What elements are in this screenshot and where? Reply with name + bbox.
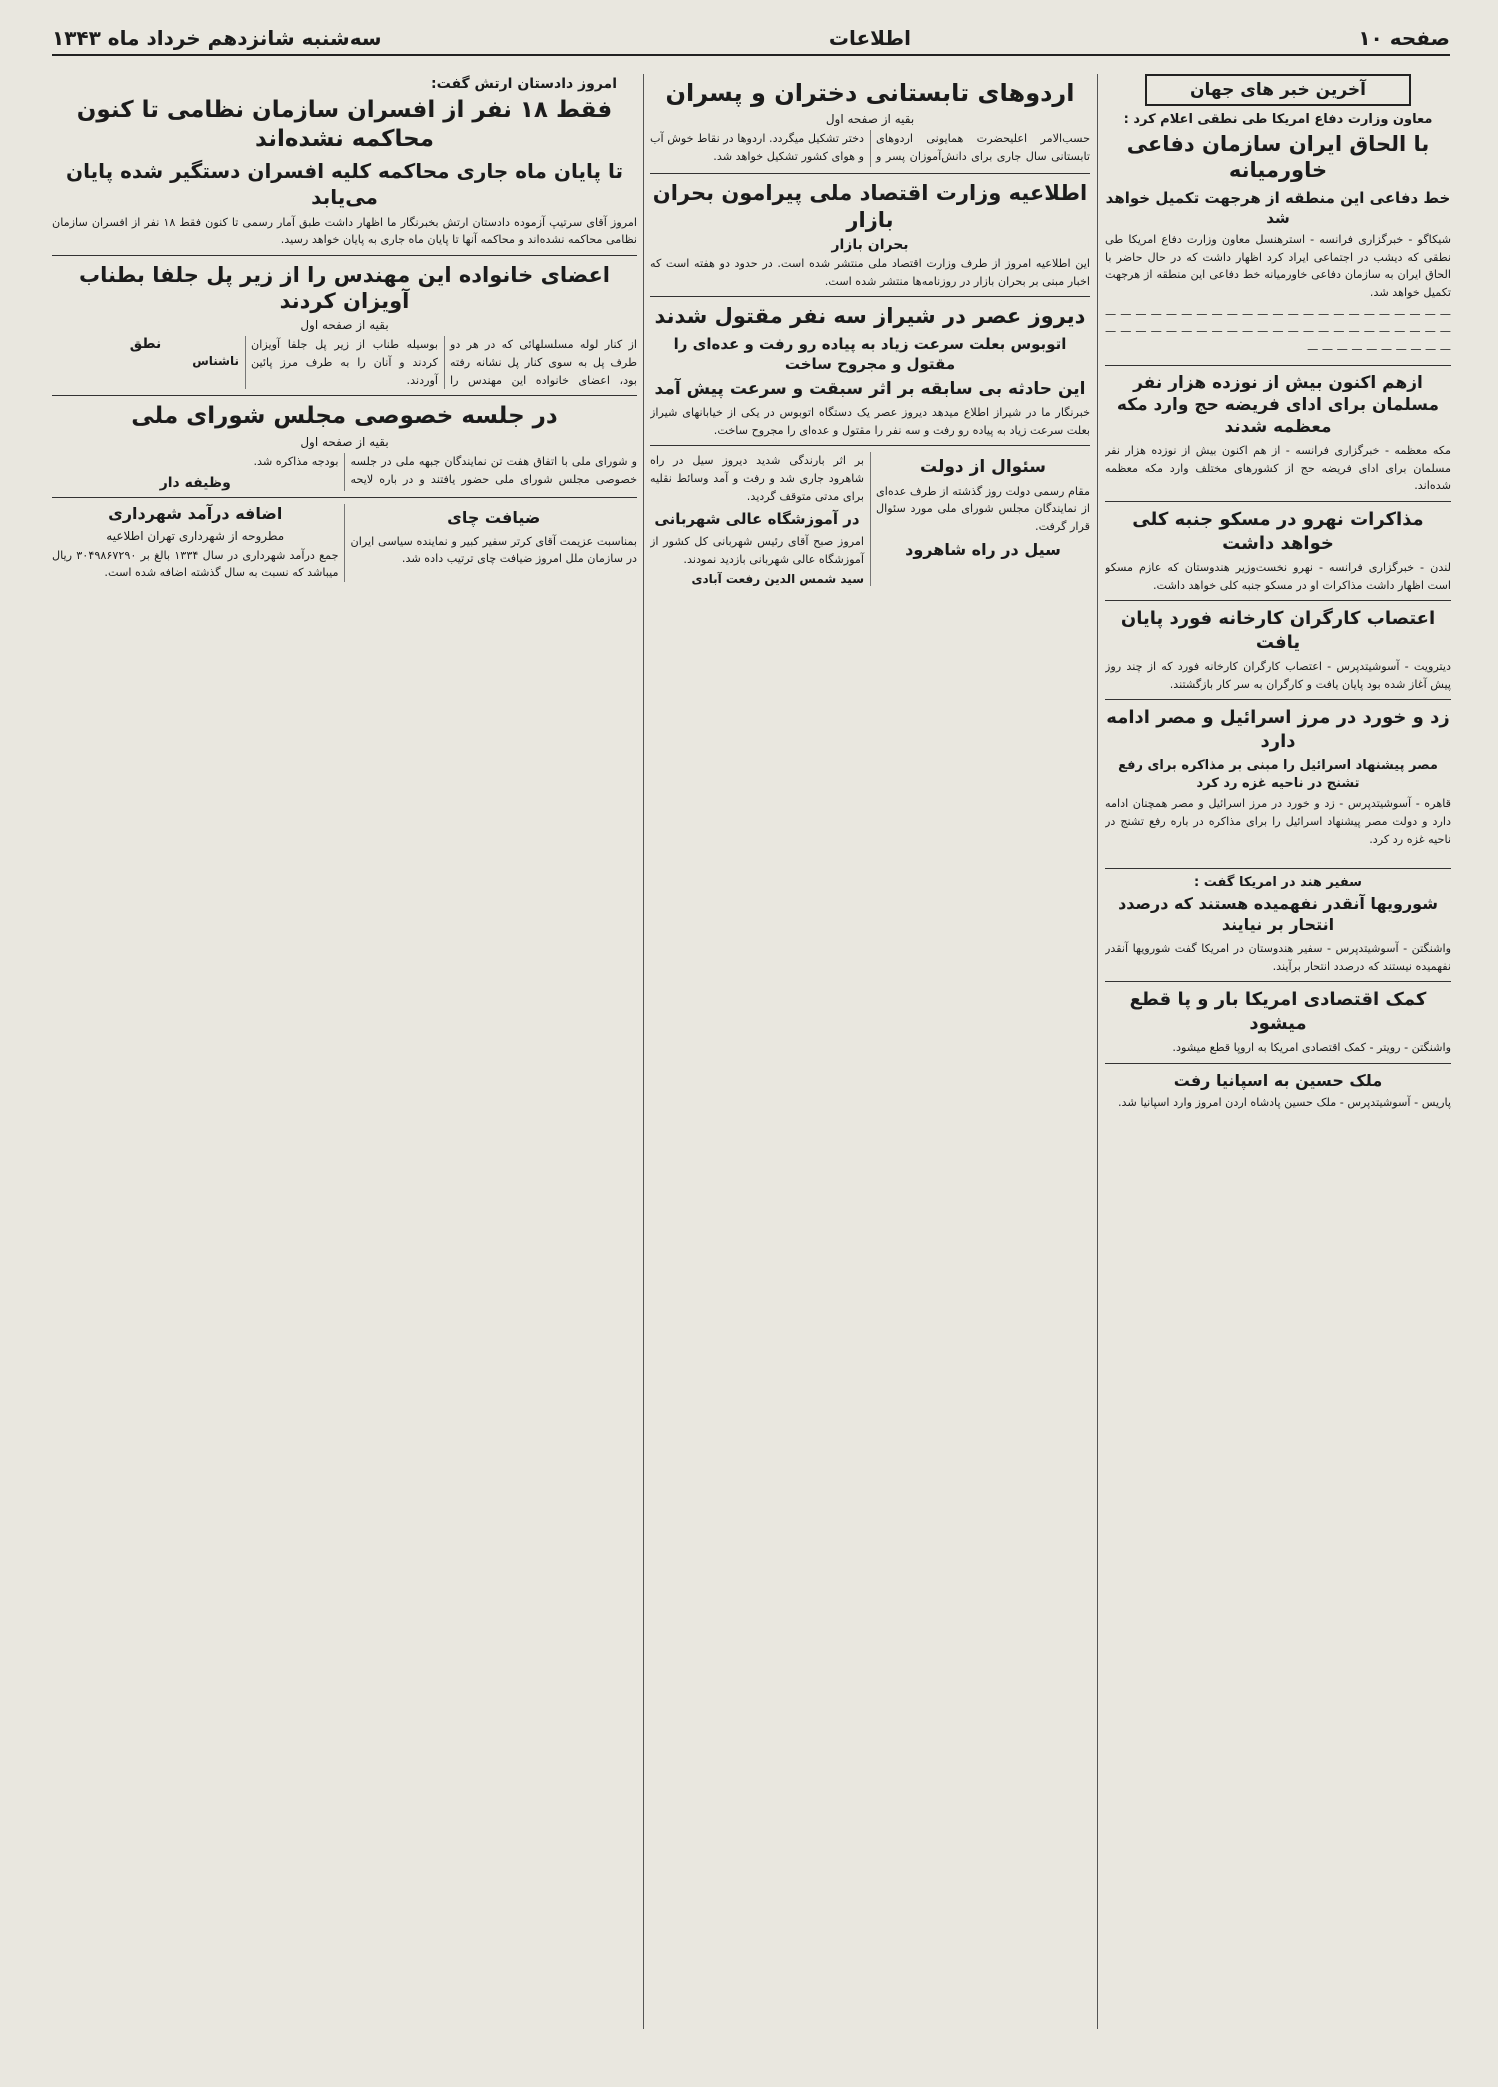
paper-name: اطلاعات [828,26,911,50]
divider [52,395,637,396]
divider [1105,600,1451,601]
article-kicker: معاون وزارت دفاع امریکا طی نطقی اعلام کرد : [1123,112,1433,127]
article-body: این اطلاعیه امروز از طرف وزارت اقتصاد ملی منتشر شده است. در حدود دو هفته است که اخبار مبنی بر بحران بازار در روزنامه‌ها منتشر شده است. [650,256,1090,288]
article-body: از کنار لوله مسلسلهائی که در هر دو طرف پل به سوی کنار پل نشانه رفته بود، اعضای خانواده این مهندس را بوسیله طناب از زیر پل جلفا آویزان کردند و آنان را به طرف مرز پائین آوردند. [251,338,637,387]
article-headline: مذاکرات نهرو در مسکو جنبه کلی خواهد داشت [1132,509,1424,554]
article-body-columns [650,130,1090,167]
column-rule [1097,74,1098,2029]
continued-note: بقیه از صفحه اول [300,435,389,450]
article-headline: سیل در راه شاهرود [905,539,1061,559]
article-body: دیترویت - آسوشیتدپرس - اعتصاب کارگران کارخانه فورد که از چند روز پیش آغاز شده بود پایان یافت و کارگران به سر کار بازگشتند. [1105,660,1451,691]
divider [1105,365,1451,366]
divider [1105,1063,1451,1064]
section-subheading: وظیفه دار [159,474,231,491]
article-headline: ضیافت چای [447,507,541,527]
divider [1105,501,1451,502]
divider [650,173,1090,174]
column-middle [650,74,1090,2029]
author-signature: سید شمس الدین رفعت آبادی [691,572,864,587]
article-kicker: امروز دادستان ارتش گفت: [431,76,617,92]
column-rule [643,74,644,2029]
divider [650,445,1090,446]
article-body-columns [52,336,637,389]
divider [1105,699,1451,700]
article-headline: زد و خورد در مرز اسرائیل و مصر ادامه دارد [1106,707,1450,752]
article-headline: با الحاق ایران سازمان دفاعی خاورمیانه [1126,132,1430,183]
article-headline: سئوال از دولت [919,457,1046,478]
article-headline: اطلاعیه وزارت اقتصاد ملی پیرامون بحران بازار [652,181,1088,232]
bottom-articles [52,504,637,582]
text-block: — — — — — — — — — — — — — — — — — — — — — — — — — — — — — — — — — — — — — — — — — — — — — — — — — — — — — — — — [1105,307,1451,357]
article-headline: کمک اقتصادی امریکا بار و پا قطع میشود [1129,989,1427,1034]
article-body: امروز آقای سرتیپ آزموده دادستان ارتش بخبرنگار ما اظهار داشت طبق آمار رسمی تا کنون فقط ۱۸ نفر از افسران سازمان نظامی محاکمه نشده‌اند و محاکمه آنها تا پایان ماه جاری به پایان خواهد رسید. [52,215,637,247]
article-headline: اضافه درآمد شهرداری [108,503,283,523]
article-headline: فقط ۱۸ نفر از افسران سازمان نظامی تا کنون محاکمه نشده‌اند [76,97,613,152]
article-headline: ملک حسین به اسپانیا رفت [1173,1070,1383,1090]
column-world-news [1105,74,1451,2029]
article-body: واشنگتن - رویتر - کمک اقتصادی امریکا به اروپا قطع میشود. [1172,1041,1451,1055]
article-headline: شورویها آنقدر نفهمیده هستند که درصدد انتحار بر نیایند [1118,894,1438,935]
article-subheadline: اتوبوس بعلت سرعت زیاد به پیاده رو رفت و عده‌ای را مقتول و مجروح ساخت [673,334,1067,373]
section-subheading: نطق [129,336,162,353]
lower-articles [650,452,1090,586]
page-number: صفحه ۱۰ [1358,26,1450,50]
article-body: شیکاگو - خبرگزاری فرانسه - استرهنسل معاون وزارت دفاع امریکا طی نطقی که دیشب در اجتماعی ایراد کرد اظهار داشت که در حال حاضر با الحاق ایران به سازمان دفاعی خاورمیانه خط دفاعی این منطقه از هرجهت تکمیل خواهد شد. [1105,233,1451,300]
article-body: مکه معظمه - خبرگزاری فرانسه - از هم اکنون بیش از نوزده هزار نفر مسلمان برای ادای فریضه حج از کشورهای مختلف وارد مکه معظمه شده‌اند. [1105,444,1451,493]
article-headline: در آموزشگاه عالی شهربانی [654,509,860,528]
article-subheadline: این حادثه بی سابقه بر اثر سبقت و سرعت پیش آمد [654,379,1086,399]
article-body: مقام رسمی دولت روز گذشته از طرف عده‌ای از نمایندگان مجلس شورای ملی مورد سئوال قرار گرفت. [876,484,1090,533]
article-subheadline: خط دفاعی این منطقه از هرجهت تکمیل خواهد شد [1105,188,1451,227]
article-body: جمع درآمد شهرداری در سال ۱۳۳۴ بالغ بر ۳۰۴۹۸۶۷۲۹۰ ریال میباشد که نسبت به سال گذشته اضافه شده است. [52,548,339,580]
divider [650,296,1090,297]
article-subheadline: تا پایان ماه جاری محاکمه کلیه افسران دستگیر شده پایان می‌یابد [66,158,623,209]
divider [52,255,637,256]
article-headline: اعتصاب کارگران کارخانه فورد پایان یافت [1120,608,1436,653]
article-body: و شورای ملی با اتفاق هفت تن نمایندگان جبهه ملی در جلسه خصوصی مجلس شورای ملی حضور یافتند و در باره لایحه بودجه مذاکره شد. [253,455,637,486]
continued-note: مطروحه از شهرداری تهران اطلاعیه [106,528,285,543]
article-body: بر اثر بارندگی شدید دیروز سیل در راه شاهرود جاری شد و رفت و آمد وسائط نقلیه برای مدتی متوقف گردید. [650,454,864,503]
article-body: قاهره - آسوشیتدپرس - زد و خورد در مرز اسرائیل و مصر همچنان ادامه دارد و دولت مصر پیشنهاد اسرائیل را برای مذاکره در باره رفع تشنج در ناحیه غزه رد کرد. [1105,797,1451,846]
article-body: بمناسبت عزیمت آقای کرتر سفیر کبیر و نماینده سیاسی ایران در سازمان ملل امروز ضیافت چای ترتیب داده شد. [350,534,637,566]
column-left [52,74,637,2029]
article-body-columns [52,453,637,491]
article-body: امروز صبح آقای رئیس شهربانی کل کشور از آموزشگاه عالی شهربانی بازدید نمودند. [650,535,864,566]
article-body: حسب‌الامر اعلیحضرت همایونی اردوهای تابستانی سال جاری برای دانش‌آموزان پسر و دختر تشکیل میگردد. اردوها در نقاط خوش آب و هوای کشور تشکیل خواهد شد. [650,132,1090,163]
article-body: پاریس - آسوشیتدپرس - ملک حسین پادشاه اردن امروز وارد اسپانیا شد. [1118,1096,1451,1110]
continued-note: بقیه از صفحه اول [825,112,915,126]
article-body: خبرنگار ما در شیراز اطلاع میدهد دیروز عصر یک دستگاه اتوبوس در یکی از خیابانهای شیراز بعلت سرعت زیاد به پیاده رو رفت و سه نفر را مقتول و عده‌ای را مجروح ساخت. [650,406,1090,437]
world-news-box-title: آخرین خبر های جهان [1145,74,1411,106]
article-headline: ازهم اکنون بیش از نوزده هزار نفر مسلمان برای ادای فریضه حج وارد مکه معظمه شدند [1116,372,1440,437]
divider [1105,868,1451,869]
article-headline: اردوهای تابستانی دختران و پسران [665,79,1075,107]
masthead [52,22,1450,56]
article-kicker: سفیر هند در امریکا گفت : [1194,875,1362,891]
article-body: واشنگتن - آسوشیتدپرس - سفیر هندوستان در امریکا گفت شورویها آنقدر نفهمیده نیستند که درصدد انتحار برآیند. [1105,942,1451,973]
divider [1105,981,1451,982]
article-subheadline: مصر پیشنهاد اسرائیل را مبنی بر مذاکره برای رفع تشنج در ناحیه غزه رد کرد [1118,758,1438,791]
article-headline: در جلسه خصوصی مجلس شورای ملی [131,403,558,430]
issue-date: سه‌شنبه شانزدهم خرداد ماه ۱۳۴۳ [52,26,382,50]
divider [52,497,637,498]
article-body: لندن - خبرگزاری فرانسه - نهرو نخست‌وزیر هندوستان که عازم مسکو است اظهار داشت مذاکرات او در مسکو جنبه کلی خواهد داشت. [1105,560,1451,592]
article-headline: دیروز عصر در شیراز سه نفر مقتول شدند [654,304,1086,329]
article-subheadline: بحران بازار [831,236,909,253]
continued-note: بقیه از صفحه اول [300,318,389,333]
author-signature: ناشناس [192,354,239,369]
article-headline: اعضای خانواده این مهندس را از زیر پل جلفا بطناب آویزان کردند [79,262,610,314]
